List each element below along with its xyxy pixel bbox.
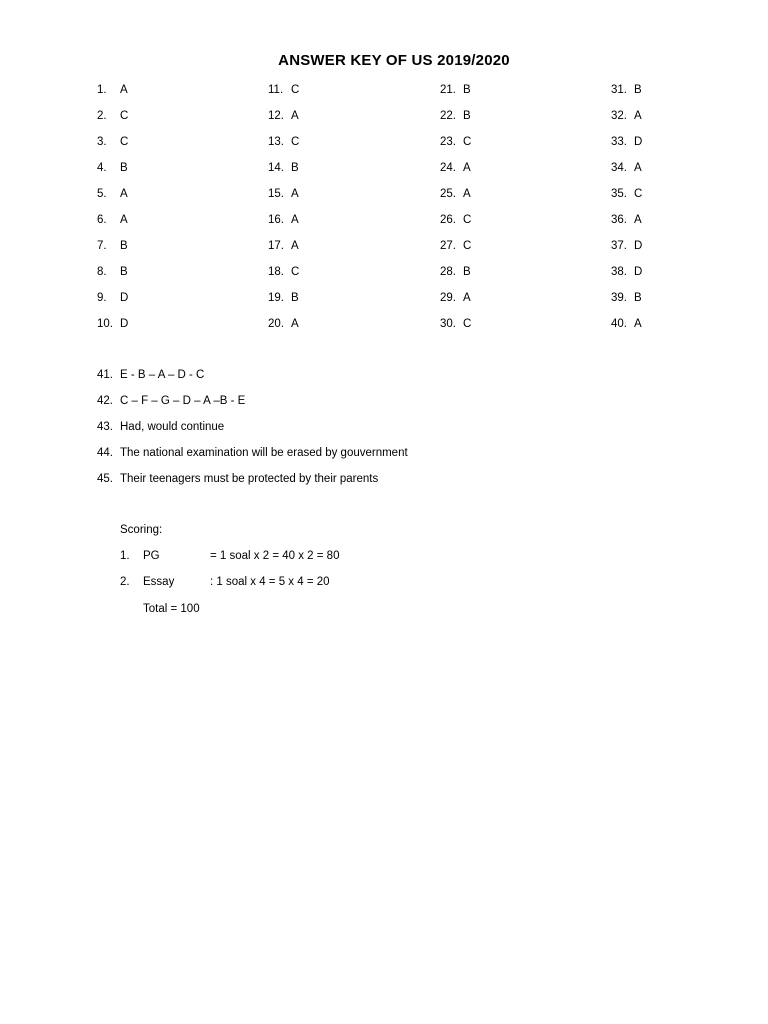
answer-row (97, 162, 128, 178)
essay-row (97, 447, 408, 463)
question-number: 21. (440, 84, 456, 96)
question-number: 36. (611, 214, 627, 226)
answer-row (611, 136, 642, 152)
answer-row (97, 266, 128, 282)
question-number: 24. (440, 162, 456, 174)
answer-row (268, 318, 299, 334)
answer-letter: D (120, 292, 129, 304)
answer-row (440, 240, 471, 256)
answer-letter: C (291, 136, 300, 148)
essay-row (97, 421, 224, 437)
answer-row (611, 292, 642, 308)
question-number: 4. (97, 162, 107, 174)
question-number: 18. (268, 266, 284, 278)
answer-row (611, 188, 642, 204)
answer-row (97, 318, 128, 334)
answer-row (611, 240, 642, 256)
answer-row (611, 266, 642, 282)
answer-row (440, 136, 471, 152)
answer-letter: B (634, 292, 642, 304)
answer-letter: B (463, 266, 471, 278)
essay-answer-text: The national examination will be erased by gouvernment (120, 447, 408, 459)
question-number: 9. (97, 292, 107, 304)
answer-row (440, 84, 471, 100)
answer-row (97, 292, 128, 308)
answer-letter: A (120, 84, 128, 96)
answer-row (611, 162, 642, 178)
answer-letter: A (634, 110, 642, 122)
question-number: 10. (97, 318, 113, 330)
essay-answer-text: Their teenagers must be protected by their parents (120, 473, 379, 485)
answer-row (440, 188, 471, 204)
question-number: 45. (97, 473, 113, 485)
answer-letter: B (120, 240, 128, 252)
essay-row (97, 473, 378, 489)
scoring-row (120, 576, 330, 588)
question-number: 19. (268, 292, 284, 304)
answer-letter: C (634, 188, 643, 200)
answer-letter: D (634, 136, 643, 148)
answer-letter: A (463, 188, 471, 200)
answer-letter: A (291, 318, 299, 330)
essay-row (97, 395, 245, 411)
answer-letter: C (463, 240, 472, 252)
question-number: 11. (268, 84, 284, 96)
answer-row (440, 318, 471, 334)
answer-row (97, 188, 128, 204)
answer-row (97, 214, 128, 230)
question-number: 16. (268, 214, 284, 226)
question-number: 3. (97, 136, 107, 148)
answer-row (97, 110, 128, 126)
scoring-title: Scoring: (120, 524, 163, 536)
answer-row (268, 162, 299, 178)
answer-row (268, 240, 299, 256)
answer-letter: C (291, 84, 300, 96)
answer-row (440, 292, 471, 308)
answer-row (440, 162, 471, 178)
question-number: 33. (611, 136, 627, 148)
question-number: 43. (97, 421, 113, 433)
question-number: 44. (97, 447, 113, 459)
question-number: 34. (611, 162, 627, 174)
scoring-label: Essay (143, 576, 175, 588)
question-number: 28. (440, 266, 456, 278)
question-number: 42. (97, 395, 113, 407)
answer-row (611, 214, 642, 230)
question-number: 14. (268, 162, 284, 174)
answer-row (440, 214, 471, 230)
question-number: 22. (440, 110, 456, 122)
answer-row (268, 136, 299, 152)
question-number: 32. (611, 110, 627, 122)
question-number: 26. (440, 214, 456, 226)
answer-letter: C (463, 136, 472, 148)
question-number: 39. (611, 292, 627, 304)
question-number: 29. (440, 292, 456, 304)
answer-letter: B (291, 162, 299, 174)
answer-letter: A (291, 214, 299, 226)
question-number: 23. (440, 136, 456, 148)
answer-letter: C (120, 110, 129, 122)
question-number: 37. (611, 240, 627, 252)
answer-letter: B (291, 292, 299, 304)
answer-row (440, 110, 471, 126)
answer-letter: D (634, 266, 643, 278)
answer-row (97, 136, 128, 152)
page-title: ANSWER KEY OF US 2019/2020 (278, 52, 510, 69)
question-number: 13. (268, 136, 284, 148)
answer-row (97, 84, 128, 100)
scoring-total: Total = 100 (143, 603, 200, 615)
question-number: 41. (97, 369, 113, 381)
essay-answer-text: E - B – A – D - C (120, 369, 205, 381)
answer-letter: A (291, 188, 299, 200)
question-number: 2. (97, 110, 107, 122)
question-number: 38. (611, 266, 627, 278)
question-number: 6. (97, 214, 107, 226)
answer-row (440, 266, 471, 282)
answer-letter: B (120, 266, 128, 278)
answer-row (611, 110, 642, 126)
answer-letter: A (463, 162, 471, 174)
question-number: 31. (611, 84, 627, 96)
scoring-formula: = 1 soal x 2 = 40 x 2 = 80 (210, 550, 340, 562)
scoring-formula: : 1 soal x 4 = 5 x 4 = 20 (210, 576, 330, 588)
scoring-row (120, 550, 339, 562)
question-number: 30. (440, 318, 456, 330)
answer-letter: A (634, 214, 642, 226)
question-number: 1. (97, 84, 107, 96)
answer-row (268, 188, 299, 204)
question-number: 27. (440, 240, 456, 252)
question-number: 25. (440, 188, 456, 200)
answer-letter: A (291, 110, 299, 122)
question-number: 17. (268, 240, 284, 252)
answer-row (268, 84, 299, 100)
answer-letter: A (291, 240, 299, 252)
answer-row (268, 292, 299, 308)
question-number: 20. (268, 318, 284, 330)
answer-letter: A (463, 292, 471, 304)
question-number: 5. (97, 188, 107, 200)
answer-letter: C (463, 214, 472, 226)
answer-letter: D (120, 318, 129, 330)
essay-answer-text: Had, would continue (120, 421, 225, 433)
answer-row (268, 214, 299, 230)
answer-letter: B (120, 162, 128, 174)
essay-answer-text: C – F – G – D – A –B - E (120, 395, 246, 407)
answer-letter: A (634, 162, 642, 174)
scoring-label: PG (143, 550, 160, 562)
answer-letter: C (120, 136, 129, 148)
answer-letter: C (463, 318, 472, 330)
answer-letter: D (634, 240, 643, 252)
answer-letter: A (634, 318, 642, 330)
question-number: 7. (97, 240, 107, 252)
essay-row (97, 369, 204, 385)
answer-letter: A (120, 188, 128, 200)
scoring-number: 2. (120, 576, 130, 588)
answer-row (97, 240, 128, 256)
answer-letter: C (291, 266, 300, 278)
answer-letter: B (463, 84, 471, 96)
answer-row (268, 266, 299, 282)
answer-row (611, 318, 642, 334)
scoring-number: 1. (120, 550, 130, 562)
answer-letter: B (634, 84, 642, 96)
question-number: 35. (611, 188, 627, 200)
question-number: 40. (611, 318, 627, 330)
question-number: 12. (268, 110, 284, 122)
question-number: 15. (268, 188, 284, 200)
answer-letter: A (120, 214, 128, 226)
answer-row (268, 110, 299, 126)
answer-row (611, 84, 642, 100)
question-number: 8. (97, 266, 107, 278)
answer-letter: B (463, 110, 471, 122)
